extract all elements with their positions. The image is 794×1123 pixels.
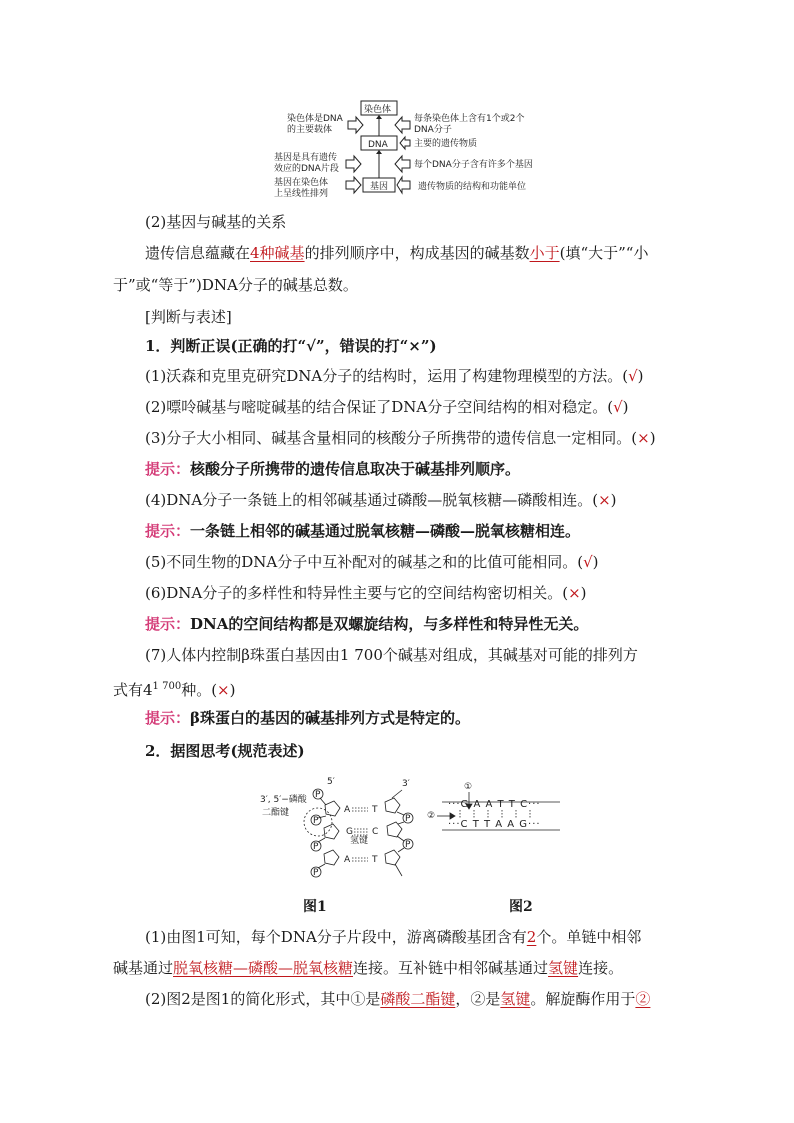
figure-1-dna-structure xyxy=(260,777,413,878)
label-chromosome-carrier-1: 染色体是DNA xyxy=(287,114,343,124)
base: A xyxy=(344,855,351,865)
base: T xyxy=(372,805,378,815)
think-q1-line1 xyxy=(145,927,641,947)
tip-text: β珠蛋白的基因的碱基排列方式是特定的。 xyxy=(190,709,470,727)
text-span: 的排列顺序中，构成基因的碱基数 xyxy=(304,244,530,262)
label-gene-linear-2: 上呈线性排列 xyxy=(274,189,329,199)
item-close: ) xyxy=(649,429,656,447)
judge-item-7-cont xyxy=(113,677,235,700)
check-mark: √ xyxy=(628,367,638,385)
box-chromosome: 染色体 xyxy=(364,105,392,115)
item-close: ) xyxy=(637,367,644,385)
label-3-prime: 3′ xyxy=(402,779,410,789)
cross-mark: × xyxy=(637,429,650,447)
phosphate: P xyxy=(313,816,319,826)
item-text: (6)DNA分子的多样性和特异性主要与它的空间结构密切相关。( xyxy=(145,584,569,602)
figure-1-caption: 图1 xyxy=(303,899,327,915)
answer-hydrogen-bond: 氢键 xyxy=(548,959,579,977)
judge-item-3 xyxy=(145,428,656,448)
text-span: ，②是 xyxy=(455,990,501,1008)
figure-2-simplified xyxy=(427,782,560,830)
answer-hydrogen-bond-2: 氢键 xyxy=(500,990,531,1008)
label-gene-def-1: 基因是具有遗传 xyxy=(274,153,338,163)
phosphate: P xyxy=(315,790,321,800)
judge-item-4 xyxy=(145,490,617,510)
top-strand: ···G A A T T C··· xyxy=(448,799,541,810)
base: C xyxy=(372,827,379,837)
exponent: 1 700 xyxy=(152,681,182,692)
text-span: 个。单链中相邻 xyxy=(536,928,642,946)
answer-less-than: 小于 xyxy=(529,244,560,262)
think-q2-line1 xyxy=(145,989,650,1009)
right-arrow-2 xyxy=(400,137,410,149)
judge-item-6 xyxy=(145,583,587,603)
bottom-strand: ···C T T A A G··· xyxy=(448,819,541,830)
right-arrow-1 xyxy=(395,117,410,133)
judge-question-heading: 1．判断正误(正确的打“√”，错误的打“×”) xyxy=(145,337,437,355)
answer-two: 2 xyxy=(526,928,537,946)
text-span: 碱基通过 xyxy=(113,959,174,977)
cross-mark: × xyxy=(217,681,230,699)
box-gene: 基因 xyxy=(370,182,389,192)
right-arrow-3 xyxy=(395,156,410,172)
item-text: (4)DNA分子一条链上的相邻碱基通过磷酸—脱氧核糖—磷酸相连。( xyxy=(145,491,599,509)
label-main-genetic-material: 主要的遗传物质 xyxy=(414,139,478,149)
judge-heading: [判断与表述] xyxy=(145,308,232,326)
tip-2 xyxy=(145,521,580,541)
judge-item-7 xyxy=(145,645,638,665)
label-chromosome-carrier-2: 的主要载体 xyxy=(287,125,333,135)
tip-text: 核酸分子所携带的遗传信息取决于碱基排列顺序。 xyxy=(190,460,521,478)
text-span: (填“大于”“小 xyxy=(559,244,649,262)
cross-mark: × xyxy=(568,584,581,602)
text-span: 连接。互补链中相邻碱基通过 xyxy=(353,959,549,977)
tip-label: 提示： xyxy=(145,460,191,478)
tip-label: 提示： xyxy=(145,522,191,540)
label-gene-linear-1: 基因在染色体 xyxy=(274,178,329,188)
item-close: ) xyxy=(592,553,599,571)
label-5-prime: 5′ xyxy=(327,777,335,787)
item-close: ) xyxy=(610,491,617,509)
answer-backbone: 脱氧核糖—磷酸—脱氧核糖 xyxy=(173,959,354,977)
base: A xyxy=(344,805,351,815)
tip-text: DNA的空间结构都是双螺旋结构，与多样性和特异性无关。 xyxy=(190,615,589,633)
phosphate: P xyxy=(405,814,411,824)
label-phosphodiester-2: 二酯键 xyxy=(262,808,290,818)
figure-2-caption: 图2 xyxy=(509,899,533,915)
answer-four-bases: 4种碱基 xyxy=(250,244,305,262)
phosphate: P xyxy=(313,842,319,852)
tip-label: 提示： xyxy=(145,709,191,727)
tip-label: 提示： xyxy=(145,615,191,633)
chromosome-dna-gene-diagram xyxy=(0,0,794,210)
text-span: 连接。 xyxy=(578,959,624,977)
left-arrow-3 xyxy=(346,177,361,193)
label-gene-def-2: 效应的DNA片段 xyxy=(274,164,339,174)
tip-text: 一条链上相邻的碱基通过脱氧核糖—磷酸—脱氧核糖相连。 xyxy=(190,522,581,540)
judge-item-5 xyxy=(145,552,599,572)
dna-figures xyxy=(0,772,794,892)
text-span: 遗传信息蕴藏在 xyxy=(145,244,251,262)
item-text: 种。( xyxy=(181,681,218,699)
check-mark: √ xyxy=(613,398,623,416)
label-hydrogen-bond: 氢键 xyxy=(350,836,369,846)
label-functional-unit: 遗传物质的结构和功能单位 xyxy=(418,182,527,192)
think-heading: 2．据图思考(规范表述) xyxy=(145,742,305,760)
text-span: 。解旋酶作用于 xyxy=(530,990,636,1008)
label-genes-per-dna: 每个DNA分子含有许多个基因 xyxy=(414,160,533,170)
paragraph-line-1 xyxy=(145,243,648,263)
phosphate: P xyxy=(405,840,411,850)
check-mark: √ xyxy=(583,553,593,571)
left-arrow-1 xyxy=(348,117,363,133)
item-close: ) xyxy=(622,398,629,416)
tip-4 xyxy=(145,708,470,728)
left-arrow-2 xyxy=(346,156,361,172)
answer-marker-2: ② xyxy=(635,990,651,1008)
paragraph-line-2: 于”或“等于”)DNA分子的碱基总数。 xyxy=(113,276,358,294)
right-arrow-4 xyxy=(397,177,410,193)
item-text: (5)不同生物的DNA分子中互补配对的碱基之和的比值可能相同。( xyxy=(145,553,584,571)
answer-phosphodiester: 磷酸二酯键 xyxy=(380,990,456,1008)
think-q1-line2 xyxy=(113,958,623,978)
tip-3 xyxy=(145,614,588,634)
item-close: ) xyxy=(229,681,236,699)
text-span: (1)由图1可知，每个DNA分子片段中，游离磷酸基团含有 xyxy=(145,928,527,946)
item-text: (3)分子大小相同、碱基含量相同的核酸分子所携带的遗传信息一定相同。( xyxy=(145,429,638,447)
judge-item-1 xyxy=(145,366,644,386)
item-text: (1)沃森和克里克研究DNA分子的结构时，运用了构建物理模型的方法。( xyxy=(145,367,629,385)
base: T xyxy=(372,855,378,865)
judge-item-2 xyxy=(145,397,629,417)
label-phosphodiester-1: 3′, 5′−磷酸 xyxy=(260,795,307,805)
label-dna-count-2: DNA分子 xyxy=(414,125,452,135)
cross-mark: × xyxy=(598,491,611,509)
item-text: (7)人体内控制β珠蛋白基因由1 700个碱基对组成，其碱基对可能的排列方 xyxy=(145,646,638,664)
section-heading: (2)基因与碱基的关系 xyxy=(145,213,287,231)
label-dna-count-1: 每条染色体上含有1个或2个 xyxy=(414,114,525,124)
item-close: ) xyxy=(580,584,587,602)
phosphate: P xyxy=(313,868,319,878)
marker-1: ① xyxy=(464,782,473,792)
item-text: 式有4 xyxy=(113,681,153,699)
tip-1 xyxy=(145,459,520,479)
box-dna: DNA xyxy=(368,140,388,150)
marker-2: ② xyxy=(427,811,436,821)
text-span: (2)图2是图1的简化形式，其中①是 xyxy=(145,990,381,1008)
item-text: (2)嘌呤碱基与嘧啶碱基的结合保证了DNA分子空间结构的相对稳定。( xyxy=(145,398,614,416)
base: G xyxy=(346,827,353,837)
